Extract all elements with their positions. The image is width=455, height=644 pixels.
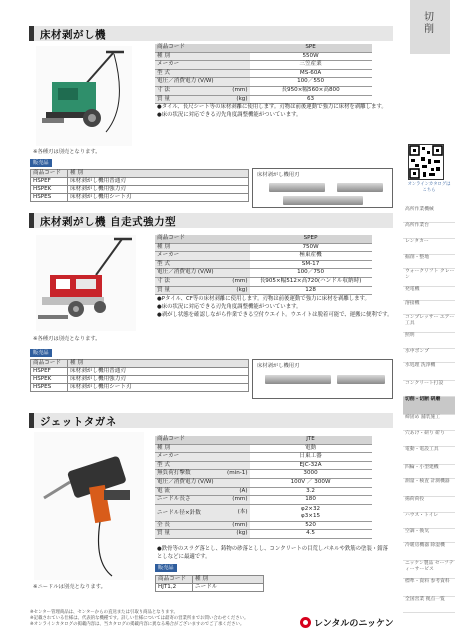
blade-image-box: 床材剥がし機用刃: [252, 168, 393, 208]
sidebar-item[interactable]: コンプレッサー エアー工具: [403, 315, 455, 333]
sidebar-item[interactable]: ウォークリフト クレーン: [403, 269, 455, 287]
blade-sold-separately-note: ※各種刃は別売となります。: [33, 336, 101, 342]
blade-image: [283, 196, 363, 205]
sales-table: 商品コード 種 別 HJT1,2 ニードル: [155, 575, 264, 592]
sidebar-item[interactable]: ニッケン製品 セーフティーサービス: [403, 561, 455, 579]
blade-image: [337, 183, 383, 192]
table-row: HSPEK 床材剥がし機用強力刃: [31, 186, 249, 194]
sidebar-item[interactable]: 高所作業機械: [403, 207, 455, 223]
sidebar-item[interactable]: 電動・電設工具: [403, 447, 455, 465]
spec-table: 商品コード JTE 種 別 電動 メーカー 日東工器 型 式 EJC-32A 無負荷打撃数 (min-1) 3000 電圧／消費電力 (V/W) 100V ／ 300W 電 流 (A) 3.2 ニードル長さ (mm) 180 ニードル径×針数 (本) φ2×32 φ3×15 全 長 (mm) 520 質 量 (kg) 4.5: [155, 436, 372, 539]
section-tab: 切削: [410, 0, 450, 54]
footer-notes: ※センター管理商品は、センターからの直送または引取り商品となります。 ※記載されている仕様は、代表的な機種です。詳しい仕様については最寄の営業所までお問い合わせください。 ※オンラインカタログの掲載内容は、当カタログの掲載内容に異なる場合がございますのでご了承ください。: [30, 610, 249, 627]
nikken-logo-icon: [300, 617, 311, 628]
feature-notes: ●鉄骨等のスラグ落とし、鋳物の砂落としし、コンクリートの目荒しパネルや鉄筋の塗装・錆落としなどに最適です。: [157, 546, 389, 561]
sales-table: 商品コード 種 別 HSPEF 床材剥がし機用普通刃 HSPEK 床材剥がし機用強力刃 HSPES 床材剥がし機用シート刃: [30, 359, 249, 392]
section-title: ジェットタガネ: [40, 416, 117, 428]
blade-image: [337, 375, 385, 384]
sidebar-item[interactable]: 全国営業 拠点一覧: [403, 597, 455, 613]
spec-table: 商品コード SPE 種 別 550W メーカー 三笠産業 型 式 MS-60A 電圧／消費電力 (V/W) 100／550 寸 法 (mm) 長950×幅560×高800 質 量 (kg) 63: [155, 44, 372, 104]
blade-image: [269, 183, 325, 192]
blade-image: [265, 375, 331, 384]
sidebar-item[interactable]: ハウス・トイレ: [403, 513, 455, 529]
table-row: HSPES 床材剥がし機用シート刃: [31, 384, 249, 392]
jet-chisel-photo: [34, 432, 144, 580]
floor-stripper-photo: [36, 46, 132, 146]
sidebar-item[interactable]: 水中ポンプ: [403, 349, 455, 363]
sidebar-item[interactable]: レンタカー: [403, 239, 455, 255]
sidebar-item[interactable]: 測量・検査 計測機器: [403, 479, 455, 497]
sidebar-item[interactable]: 溶接機: [403, 301, 455, 315]
blade-image-box: 床材剥がし機用刃: [252, 359, 393, 399]
feature-notes: ●Pタイル、CF等の床材剥離に使用します。刃物は前後運動で強力に床材を剥離します。 ●床の状況に対応できる刃先角度調整機能がついています。 ●剥がし状態を確認しながら作業できる空付ウエイト。ウエイトは脱着可能で、運搬に便利です。: [157, 296, 393, 319]
table-row: HSPEF 床材剥がし機用普通刃: [31, 368, 249, 376]
sales-table: 商品コード 種 別 HSPEF 床材剥がし機用普通刃 HSPEK 床材剥がし機用強力刃 HSPES 床材剥がし機用シート刃: [30, 169, 249, 202]
sidebar-item[interactable]: 空調・換気: [403, 529, 455, 543]
sidebar-item[interactable]: 掘削・整地: [403, 255, 455, 269]
online-catalog-link[interactable]: オンラインカタログは こちら: [407, 182, 451, 193]
section-title-bar: [29, 413, 393, 428]
qr-code-icon[interactable]: [408, 144, 444, 180]
table-row: HSPEF 床材剥がし機用普通刃: [31, 178, 249, 186]
feature-notes: ●タイル、長尺シート等の床材剥離に使用します。刃物は前後運動で強力に床材を剥離します。 ●床の状況に対応できる刃先角度調整機能がついています。: [157, 104, 387, 119]
sidebar-item-active[interactable]: 切削・切断 研磨: [403, 397, 455, 415]
sidebar-item[interactable]: 冷暖房機器 除湿機: [403, 543, 455, 561]
self-propelled-stripper-photo: [36, 235, 136, 331]
needle-sold-separately-note: ※ニードルは別売となります。: [33, 584, 106, 590]
sales-badge: 販売品: [30, 159, 52, 167]
section-title-bar: [29, 213, 393, 228]
sidebar-item[interactable]: 揚荷荷役: [403, 497, 455, 513]
section-title-bar: [29, 26, 393, 41]
table-row: HJT1,2 ニードル: [156, 584, 264, 592]
spec-table: 商品コード SPEP 種 別 750W メーカー 極東産機 型 式 SM-17 電圧／消費電力 (V/W) 100／750 寸 法 (mm) 長905×幅512×高720(ハンドル収納時) 質 量 (kg) 128: [155, 235, 372, 295]
sidebar-item[interactable]: 発電機: [403, 287, 455, 301]
sidebar-item[interactable]: 水処理 洗浄機: [403, 363, 455, 381]
sidebar-item[interactable]: 高所作業台: [403, 223, 455, 239]
blade-sold-separately-note: ※各種刃は別売となります。: [33, 149, 101, 155]
sidebar-item[interactable]: 穴あけ・研り 斫り: [403, 431, 455, 447]
sidebar-item[interactable]: 締固め 舗装施工: [403, 415, 455, 431]
section-title: 床材剥がし機 自走式強力型: [40, 216, 177, 228]
sidebar-item[interactable]: 照明: [403, 333, 455, 349]
table-row: HSPES 床材剥がし機用シート刃: [31, 194, 249, 202]
brand-logo: レンタルのニッケン: [300, 615, 394, 629]
sidebar-item[interactable]: コンクリート打設: [403, 381, 455, 397]
table-row: HSPEK 床材剥がし機用強力刃: [31, 376, 249, 384]
sales-badge: 販売品: [155, 564, 177, 572]
sidebar-item[interactable]: 標準・資料 参考資料: [403, 579, 455, 597]
sales-badge: 販売品: [30, 349, 52, 357]
category-sidebar: [403, 0, 455, 644]
section-title: 床材剥がし機: [40, 29, 106, 41]
sidebar-item[interactable]: 四輪・小型建機: [403, 465, 455, 479]
